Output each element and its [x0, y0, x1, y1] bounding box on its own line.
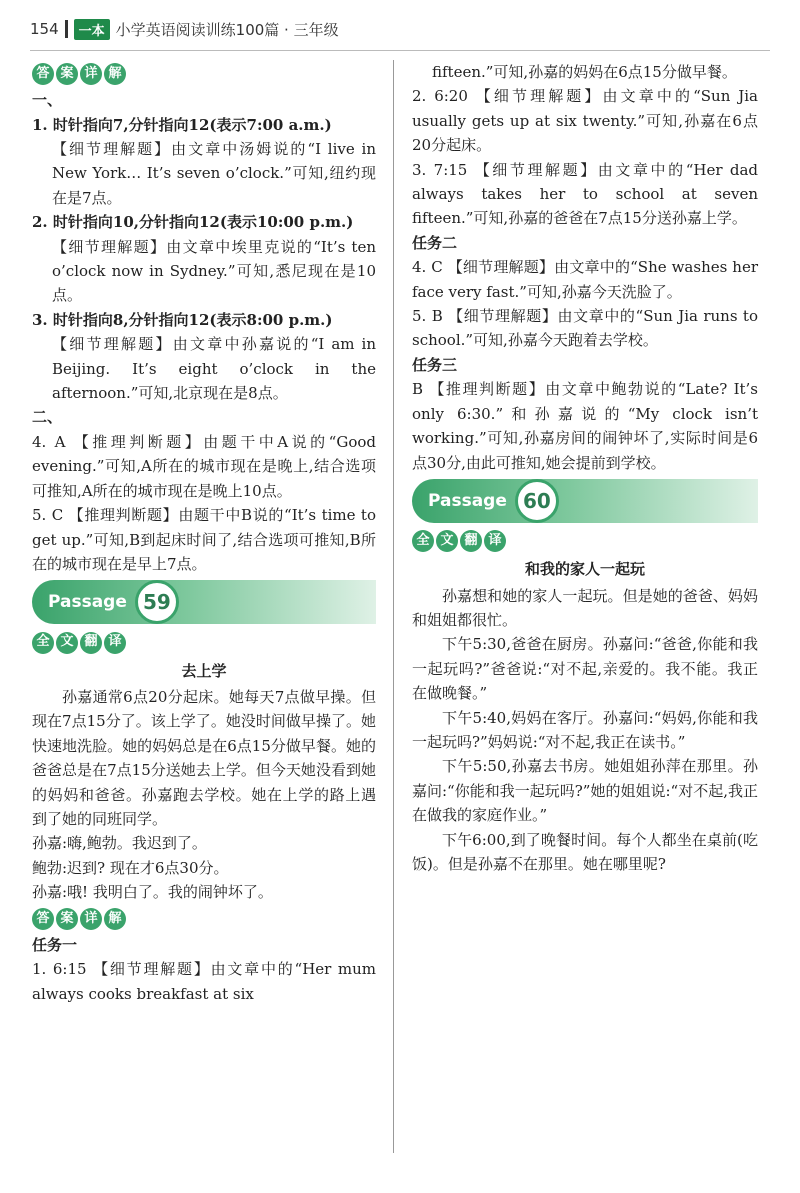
brand-logo: 一本 — [74, 19, 110, 40]
header-divider — [65, 20, 68, 38]
book-title: 小学英语阅读训练100篇 · 三年级 — [115, 20, 339, 39]
story-paragraph-5: 下午6:00,到了晚餐时间。每个人都坐在桌前(吃饭)。但是孙嘉不在那里。她在哪里呢? — [412, 830, 758, 873]
answer-2-heading: 2. 时针指向10,分针指向12(表示10:00 p.m.) — [32, 213, 354, 232]
story-paragraph-1: 孙嘉想和她的家人一起玩。但是她的爸爸、妈妈和姐姐都很忙。 — [412, 586, 758, 629]
section-two: 二、 — [32, 408, 63, 427]
story-paragraph: 孙嘉通常6点20分起床。她每天7点做早操。但现在7点15分了。该上学了。她没时间做早操了。她快速地洗脸。她的妈妈总是在6点15分做早餐。她的爸爸总是在7点15分送她去上学。但今天她没看到她的妈妈和爸爸。孙嘉跑去学校。她在上学的路上遇到了她的同班同学。 — [32, 687, 376, 828]
answer-3-heading: 3. 时针指向8,分针指向12(表示8:00 p.m.) — [32, 310, 333, 329]
section-one: 一、 — [32, 91, 63, 110]
dialogue-line-3: 孙嘉:哦! 我明白了。我的闹钟坏了。 — [32, 883, 273, 902]
dialogue-line-1: 孙嘉:嗨,鲍勃。我迟到了。 — [32, 834, 207, 853]
story-paragraph-4: 下午5:50,孙嘉去书房。她姐姐孙萍在那里。孙嘉问:“你能和我一起玩吗?”她的姐姐说:“对不起,我正在做我的家庭作业。” — [412, 757, 758, 825]
right-column — [412, 60, 758, 876]
story-paragraph-3: 下午5:40,妈妈在客厅。孙嘉问:“妈妈,你能和我一起玩吗?”妈妈说:“对不起,我正在读书。” — [412, 708, 758, 751]
task3-answer: B 【推理判断题】由文章中鲍勃说的“Late? It’s only 6:30.”和孙嘉说的“My clock isn’t working.”可知,孙嘉房间的闹钟坏了,实际时间是6点30分,由此可推知,她会提前到学校。 — [412, 380, 758, 472]
task1-answer-3: 3. 7:15 【细节理解题】由文章中的“Her dad always takes her to school at seven fifteen.”可知,孙嘉的爸爸在7点15分送孙嘉上学。 — [412, 160, 758, 228]
page-number: 154 — [30, 20, 59, 38]
passage-number: 60 — [515, 479, 559, 523]
task-two-heading: 任务二 — [412, 233, 458, 252]
page-header — [30, 14, 339, 44]
answer-3-body: 【细节理解题】由文章中孙嘉说的“I am in Beijing. It’s eight o’clock in the afternoon.”可知,北京现在是8点。 — [52, 335, 376, 403]
task1-answer-1: 1. 6:15 【细节理解题】由文章中的“Her mum always cooks breakfast at six — [32, 960, 376, 1003]
task2-answer-4: 4. C 【细节理解题】由文章中的“She washes her face very fast.”可知,孙嘉今天洗脸了。 — [412, 258, 758, 301]
answer-1-body: 【细节理解题】由文章中汤姆说的“I live in New York… It’s seven o’clock.”可知,纽约现在是7点。 — [52, 140, 376, 207]
story-title: 和我的家人一起玩 — [524, 560, 645, 579]
passage-number: 59 — [135, 580, 179, 624]
passage-60-banner — [412, 479, 758, 523]
story-paragraph-2: 下午5:30,爸爸在厨房。孙嘉问:“爸爸,你能和我一起玩吗?”爸爸说:“对不起,亲爱的。我不能。我正在做晚餐。” — [412, 635, 758, 703]
answer-2-body: 【细节理解题】由文章中埃里克说的“It’s ten o’clock now in Sydney.”可知,悉尼现在是10点。 — [52, 237, 376, 305]
task-three-heading: 任务三 — [412, 355, 458, 374]
answer-5: 5. C 【推理判断题】由题干中B说的“It’s time to get up.”可知,B到起床时间了,结合选项可推知,B所在的城市现在是早上7点。 — [32, 506, 376, 573]
passage-label: Passage — [48, 592, 127, 613]
story-title: 去上学 — [181, 661, 227, 680]
translation-badge: 全 文 翻 译 — [412, 530, 506, 552]
column-divider — [393, 60, 394, 1153]
answer-key-badge-2: 答 案 详 解 — [32, 908, 126, 930]
answer-key-badge: 答 案 详 解 — [32, 63, 126, 85]
task2-answer-5: 5. B 【细节理解题】由文章中的“Sun Jia runs to school.”可知,孙嘉今天跑着去学校。 — [412, 307, 758, 350]
translation-badge: 全 文 翻 译 — [32, 632, 126, 654]
answer-1-heading: 1. 时针指向7,分针指向12(表示7:00 a.m.) — [32, 115, 332, 134]
header-rule — [30, 50, 770, 51]
task1-answer-2: 2. 6:20 【细节理解题】由文章中的“Sun Jia usually gets up at six twenty.”可知,孙嘉在6点20分起床。 — [412, 87, 758, 155]
dialogue-line-2: 鲍勃:迟到? 现在才6点30分。 — [32, 858, 229, 877]
passage-59-banner — [32, 580, 376, 624]
task1-answer-1-continued: fifteen.”可知,孙嘉的妈妈在6点15分做早餐。 — [432, 63, 737, 81]
answer-4: 4. A 【推理判断题】由题干中A说的“Good evening.”可知,A所在的城市现在是晚上,结合选项可推知,A所在的城市现在是晚上10点。 — [32, 432, 376, 500]
task-one-heading: 任务一 — [32, 935, 78, 954]
left-column — [32, 60, 376, 1006]
passage-label: Passage — [428, 490, 507, 511]
